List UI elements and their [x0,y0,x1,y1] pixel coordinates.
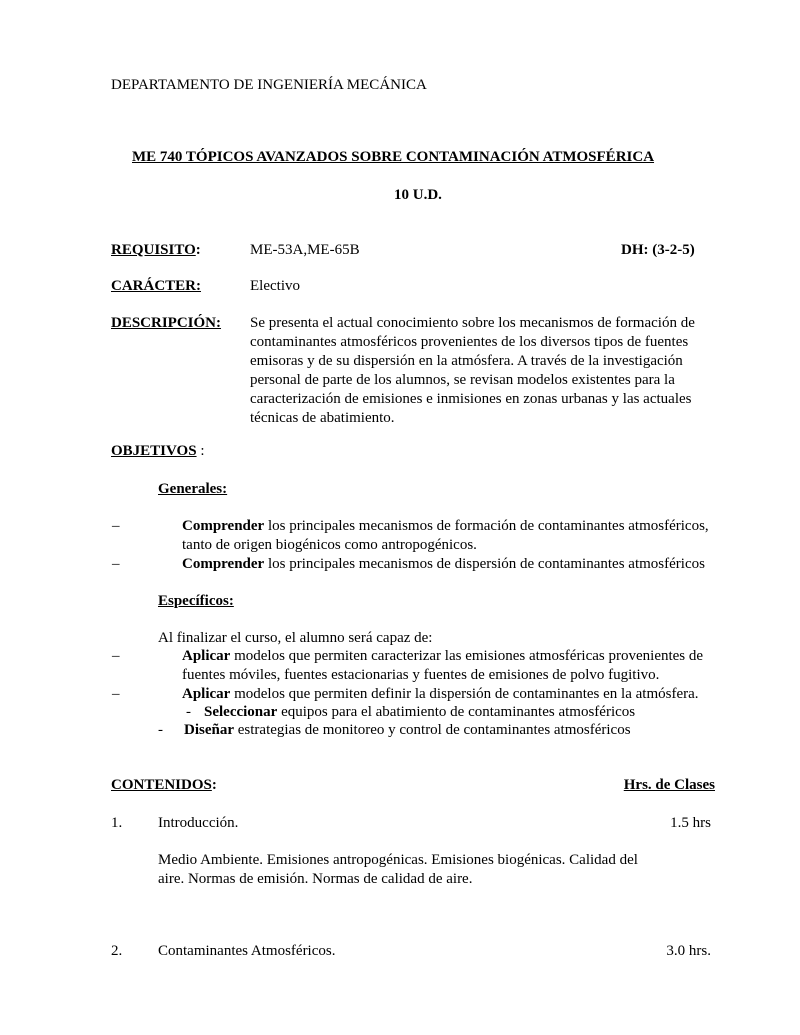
content-number: 1. [111,815,123,831]
content-description-cont: aire. Normas de emisión. Normas de calidad de aire. [158,871,473,887]
item-text: estrategias de monitoreo y control de contaminantes atmosféricos [234,722,631,738]
generales-item-1-cont: tanto de origen biogénicos como antropogénicos. [182,537,477,553]
content-description: Medio Ambiente. Emisiones antropogénicas. Emisiones biogénicas. Calidad del [158,852,638,868]
item-text: modelos que permiten definir la dispersión de contaminantes en la atmósfera. [230,686,699,702]
generales-heading: Generales: [158,481,228,497]
contenidos-label [111,776,217,795]
department-header: DEPARTAMENTO DE INGENIERÍA MECÁNICA [111,77,427,93]
especificos-item-3 [204,703,635,722]
objetivos-colon: : [196,443,205,459]
content-title: Introducción. [158,815,239,831]
item-bold: Aplicar [182,686,231,702]
generales-item-2 [182,555,705,574]
descripcion-text [250,314,727,428]
dh-value: DH: (3-2-5) [621,242,695,258]
requisito-value: ME-53A,ME-65B [250,242,360,258]
course-units: 10 U.D. [394,187,442,203]
bullet: - [186,704,191,720]
caracter-label: CARÁCTER: [111,278,201,294]
descripcion-line: personal de parte de los alumnos, se revisan modelos existentes para la [250,372,675,388]
especificos-intro: Al finalizar el curso, el alumno será capaz de: [158,630,433,646]
contenidos-colon: : [211,777,217,793]
caracter-value: Electivo [250,278,300,294]
course-title: ME 740 TÓPICOS AVANZADOS SOBRE CONTAMINACIÓN ATMOSFÉRICA [132,149,655,165]
requisito-label-text: REQUISITO [111,242,196,258]
especificos-item-2 [182,685,699,704]
objetivos-label [111,442,204,461]
requisito-colon: : [195,242,201,258]
content-hours: 3.0 hrs. [666,943,711,959]
especificos-item-1 [182,647,703,666]
bullet: – [112,686,120,702]
bullet: – [112,556,120,572]
item-bold: Seleccionar [204,704,278,720]
item-bold: Aplicar [182,648,231,664]
bullet: – [112,648,120,664]
content-title: Contaminantes Atmosféricos. [158,943,336,959]
descripcion-line: Se presenta el actual conocimiento sobre los mecanismos de formación de [250,315,695,331]
descripcion-line: contaminantes atmosféricos provenientes de los diversos tipos de fuentes [250,334,689,350]
item-text: modelos que permiten caracterizar las emisiones atmosféricas provenientes de [230,648,704,664]
generales-item-1 [182,517,709,536]
requisito-label [111,241,201,260]
content-hours: 1.5 hrs [670,815,711,831]
descripcion-line: técnicas de abatimiento. [250,410,395,426]
item-text: los principales mecanismos de dispersión de contaminantes atmosféricos [264,556,705,572]
item-bold: Comprender [182,518,265,534]
descripcion-line: caracterización de emisiones e inmisiones en zonas urbanas y las actuales [250,391,692,407]
hours-header: Hrs. de Clases [623,777,715,793]
bullet: – [112,518,120,534]
bullet: - [158,722,163,738]
especificos-heading: Específicos: [158,593,234,609]
item-bold: Comprender [182,556,265,572]
item-text: los principales mecanismos de formación de contaminantes atmosféricos, [264,518,709,534]
item-text: equipos para el abatimiento de contaminantes atmosféricos [277,704,636,720]
descripcion-label: DESCRIPCIÓN: [111,315,222,331]
item-bold: Diseñar [184,722,234,738]
objetivos-label-text: OBJETIVOS [111,443,197,459]
descripcion-line: emisoras y de su dispersión en la atmósfera. A través de la investigación [250,353,683,369]
content-number: 2. [111,943,123,959]
contenidos-label-text: CONTENIDOS [111,777,212,793]
especificos-item-4 [184,721,631,740]
especificos-item-1-cont: fuentes móviles, fuentes estacionarias y fuentes de emisiones de polvo fugitivo. [182,667,660,683]
